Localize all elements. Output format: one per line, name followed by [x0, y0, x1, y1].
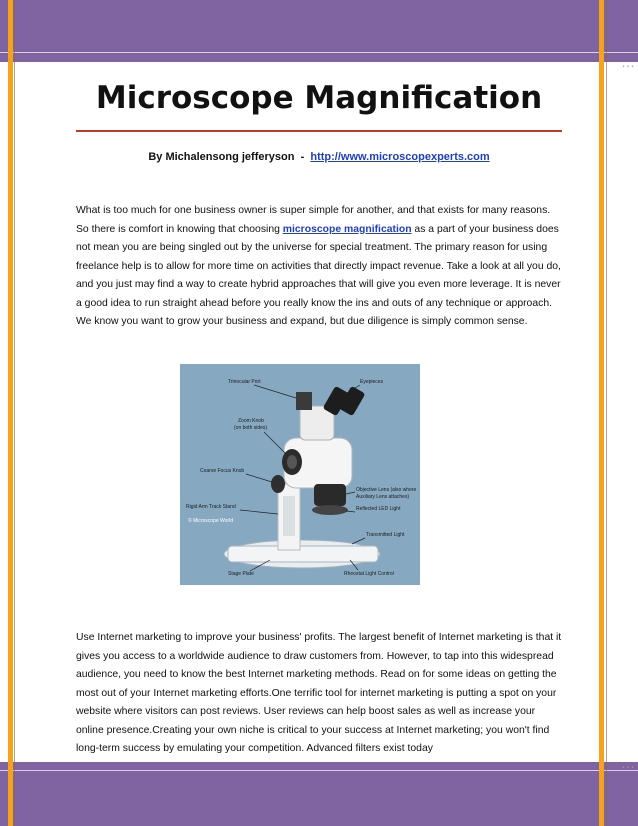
keyword-link[interactable]: microscope magnification: [282, 223, 412, 235]
microscope-illustration: [180, 364, 420, 585]
label-zoom-knob-note: (on both sides): [234, 425, 268, 431]
paragraph-2: Use Internet marketing to improve your business' profits. The largest benefit of Internet marketing is that it gives you access to a worldwide audience to draw customers from. However, to tap into this widespread audience, you need to know the best Internet marketing methods. Read on for some ideas on getting the most out of your Internet marketing efforts.One terrific tool for internet marketing is putting a spot on your website where visitors can post reviews. User reviews can help boost sales as well as increase your online presence.Creating your own niche is critical to your success at Internet marketing; you won't find long-term success by emulating your competition. Advanced filters exist today: [76, 632, 562, 754]
zoom-knob-center: [287, 455, 297, 469]
label-reflected-led: Reflected LED Light: [356, 506, 401, 512]
right-decorative-stripe: [599, 0, 604, 826]
header-band: [0, 0, 638, 62]
byline: [76, 151, 562, 163]
label-rigid-arm: Rigid Arm Track Stand: [186, 504, 236, 510]
byline-url-link[interactable]: http://www.microscopexperts.com: [310, 151, 490, 163]
objective-lens-shape: [314, 484, 346, 506]
corner-mark-top: • • •: [622, 64, 635, 70]
label-coarse-focus: Coarse Focus Knob: [200, 468, 245, 474]
title-underline: [76, 130, 562, 132]
byline-prefix: By: [148, 151, 163, 163]
label-stage-plate: Stage Plate: [228, 571, 254, 577]
byline-author: Michalensong jefferyson: [165, 151, 295, 163]
figure-watermark: © Microscope World: [188, 518, 233, 524]
led-light-shape: [312, 505, 348, 515]
right-decorative-line: [606, 0, 607, 826]
left-decorative-line: [14, 0, 15, 826]
label-zoom-knob: Zoom Knob: [238, 418, 264, 424]
label-transmitted-light: Transmitted Light: [366, 532, 405, 538]
paragraph-1: [76, 202, 562, 332]
corner-mark-bottom: • • •: [622, 765, 635, 771]
label-rheostat: Rheostat Light Control: [344, 571, 394, 577]
trinocular-port-shape: [296, 392, 312, 410]
page-title: Microscope Magnification: [95, 80, 543, 116]
microscope-figure: [180, 364, 420, 585]
track-stand-detail: [283, 496, 295, 536]
label-eyepieces: Eyepieces: [360, 379, 384, 385]
left-decorative-stripe: [8, 0, 13, 826]
paragraph-1-text-after: as a part of your business does not mean you are being singled out by the universe for special treatment. The primary reason for using freelance help is to allow for more time on activities that directly impact revenue. Take a look at all you do, and you just may find a way to create hybrid approaches that will give you even more leverage. It is never a good idea to run straight ahead before you really know the ins and outs of any technique or approach. We know you want to grow your business and expand, but due diligence is simply common sense.: [76, 223, 561, 327]
footer-band-rule: [0, 770, 638, 771]
header-band-rule: [0, 52, 638, 53]
footer-band: [0, 762, 638, 826]
label-objective-lens: Objective Lens (also where: [356, 487, 417, 493]
label-trinocular-port: Trinocular Port: [228, 379, 261, 385]
byline-separator: -: [300, 151, 305, 163]
paragraph-1-text-before: What is too much for one business owner is super simple for another, and that exists for many reasons. So there is comfort in knowing that choosing: [76, 205, 551, 235]
label-objective-lens-2: Auxiliary Lens attaches): [356, 494, 410, 500]
base-shape: [228, 546, 378, 562]
coarse-focus-knob-shape: [271, 475, 285, 493]
